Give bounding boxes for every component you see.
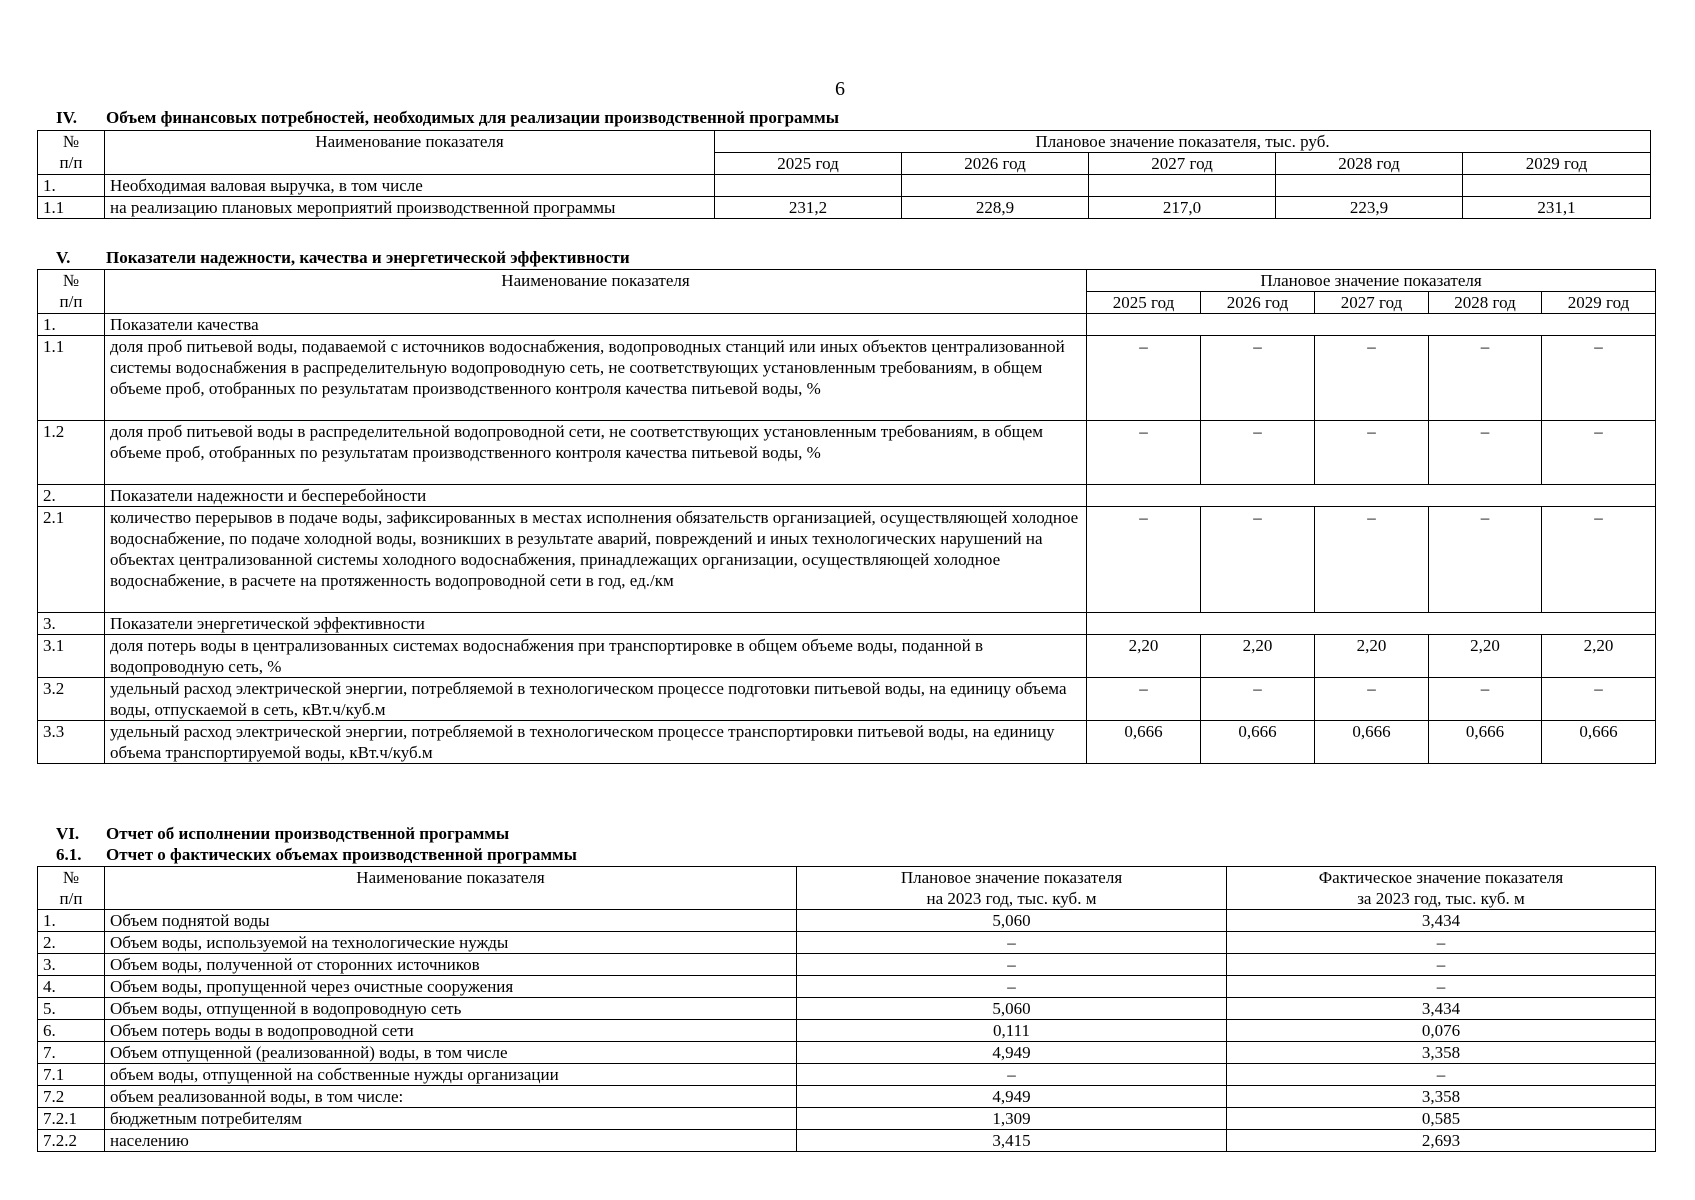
row-value: 2,20	[1315, 635, 1429, 678]
row-num: 1.1	[38, 336, 105, 421]
financial-needs-table	[37, 130, 1651, 219]
row-num: 3.	[38, 954, 105, 976]
row-num: 4.	[38, 976, 105, 998]
section-5-number: V.	[56, 248, 71, 267]
row-name: на реализацию плановых мероприятий производственной программы	[105, 197, 715, 219]
col-name-header: Наименование показателя	[105, 131, 715, 175]
row-value: 228,9	[902, 197, 1089, 219]
row-value: –	[1429, 336, 1542, 421]
reliability-indicators-table	[37, 269, 1656, 764]
page-number: 6	[835, 78, 845, 100]
year-header: 2028 год	[1276, 153, 1463, 175]
empty-cell	[1087, 485, 1656, 507]
year-header: 2027 год	[1315, 292, 1429, 314]
row-fact-value: 2,693	[1227, 1130, 1656, 1152]
row-name: Объем воды, используемой на технологические нужды	[105, 932, 797, 954]
table-row	[38, 197, 1651, 219]
empty-cell	[1087, 613, 1656, 635]
row-name: Показатели энергетической эффективности	[105, 613, 1087, 635]
row-value: –	[1542, 678, 1656, 721]
row-num: 7.	[38, 1042, 105, 1064]
row-num: 7.2	[38, 1086, 105, 1108]
row-value: 231,2	[715, 197, 902, 219]
row-plan-value: 4,949	[797, 1042, 1227, 1064]
table-row	[38, 175, 1651, 197]
table-row-group	[38, 613, 1656, 635]
row-value: –	[1201, 507, 1315, 613]
row-num: 3.	[38, 613, 105, 635]
row-plan-value: 4,949	[797, 1086, 1227, 1108]
row-name: Объем потерь воды в водопроводной сети	[105, 1020, 797, 1042]
row-num: 2.	[38, 932, 105, 954]
year-header: 2029 год	[1463, 153, 1651, 175]
row-num: 7.2.2	[38, 1130, 105, 1152]
row-num: 7.2.1	[38, 1108, 105, 1130]
table-row	[38, 635, 1656, 678]
row-value: 2,20	[1429, 635, 1542, 678]
row-value: –	[1201, 336, 1315, 421]
row-fact-value: –	[1227, 1064, 1656, 1086]
row-fact-value: –	[1227, 932, 1656, 954]
row-value: –	[1087, 421, 1201, 485]
table-row	[38, 1020, 1656, 1042]
row-name: доля проб питьевой воды в распределительной водопроводной сети, не соответствующих установленным требованиям, в общем объеме проб, отобранных по результатам производственного контроля качества питьевой воды, %	[105, 421, 1087, 485]
row-value: –	[1542, 507, 1656, 613]
table-row	[38, 976, 1656, 998]
col-num-header: № п/п	[38, 131, 105, 175]
row-name: Объем поднятой воды	[105, 910, 797, 932]
row-value: –	[1429, 421, 1542, 485]
row-fact-value: 3,358	[1227, 1042, 1656, 1064]
row-value: 217,0	[1089, 197, 1276, 219]
row-name: объем воды, отпущенной на собственные нужды организации	[105, 1064, 797, 1086]
row-value: 0,666	[1542, 721, 1656, 764]
table-row	[38, 336, 1656, 421]
row-value: –	[1201, 678, 1315, 721]
row-value	[902, 175, 1089, 197]
row-num: 3.2	[38, 678, 105, 721]
row-name: Объем воды, пропущенной через очистные сооружения	[105, 976, 797, 998]
col-plan-header: Плановое значение показателя на 2023 год, тыс. куб. м	[797, 867, 1227, 910]
row-value: –	[1315, 678, 1429, 721]
row-value: –	[1429, 678, 1542, 721]
row-value: –	[1315, 421, 1429, 485]
col-name-header: Наименование показателя	[105, 270, 1087, 314]
row-name: Объем отпущенной (реализованной) воды, в том числе	[105, 1042, 797, 1064]
table-row	[38, 1130, 1656, 1152]
section-4-heading	[56, 108, 839, 128]
table-row	[38, 1064, 1656, 1086]
row-name: бюджетным потребителям	[105, 1108, 797, 1130]
row-num: 3.1	[38, 635, 105, 678]
row-num: 7.1	[38, 1064, 105, 1086]
row-num: 2.	[38, 485, 105, 507]
row-plan-value: –	[797, 954, 1227, 976]
row-name: объем реализованной воды, в том числе:	[105, 1086, 797, 1108]
row-value: 223,9	[1276, 197, 1463, 219]
row-name: Показатели качества	[105, 314, 1087, 336]
row-plan-value: –	[797, 976, 1227, 998]
table-row	[38, 421, 1656, 485]
row-name: количество перерывов в подаче воды, зафиксированных в местах исполнения обязательств организацией, осуществляющей холодное водоснабжение, по подаче холодной воды, возникших в результате аварий, повреждений и иных технологических нарушений на объектах централизованной системы холодного водоснабжения, принадлежащих организации, осуществляющей холодное водоснабжение, в расчете на протяженность водопроводной сети в год, ед./км	[105, 507, 1087, 613]
row-name: Необходимая валовая выручка, в том числе	[105, 175, 715, 197]
row-value: –	[1087, 678, 1201, 721]
row-value	[1089, 175, 1276, 197]
row-plan-value: 1,309	[797, 1108, 1227, 1130]
section-6-heading	[56, 824, 509, 844]
row-value: 2,20	[1201, 635, 1315, 678]
row-fact-value: –	[1227, 976, 1656, 998]
row-plan-value: 0,111	[797, 1020, 1227, 1042]
year-header: 2029 год	[1542, 292, 1656, 314]
section-4-title: Объем финансовых потребностей, необходимых для реализации производственной программы	[106, 108, 839, 127]
row-fact-value: 3,434	[1227, 910, 1656, 932]
row-num: 1.	[38, 314, 105, 336]
year-header: 2025 год	[1087, 292, 1201, 314]
table-row-group	[38, 314, 1656, 336]
year-header: 2027 год	[1089, 153, 1276, 175]
section-4-number: IV.	[56, 108, 77, 127]
year-header: 2026 год	[902, 153, 1089, 175]
table-row	[38, 998, 1656, 1020]
empty-cell	[1087, 314, 1656, 336]
row-fact-value: 0,076	[1227, 1020, 1656, 1042]
table-row	[38, 678, 1656, 721]
row-value	[1276, 175, 1463, 197]
row-plan-value: 5,060	[797, 998, 1227, 1020]
row-plan-value: 5,060	[797, 910, 1227, 932]
row-num: 1.2	[38, 421, 105, 485]
row-value: 0,666	[1087, 721, 1201, 764]
row-value	[1463, 175, 1651, 197]
row-value: –	[1429, 507, 1542, 613]
row-num: 2.1	[38, 507, 105, 613]
row-value: 0,666	[1429, 721, 1542, 764]
row-fact-value: 3,358	[1227, 1086, 1656, 1108]
row-plan-value: 3,415	[797, 1130, 1227, 1152]
section-5-heading	[56, 248, 630, 268]
row-value: 0,666	[1315, 721, 1429, 764]
section-5-title: Показатели надежности, качества и энергетической эффективности	[106, 248, 630, 267]
row-fact-value: –	[1227, 954, 1656, 976]
table-row	[38, 1042, 1656, 1064]
row-plan-value: –	[797, 932, 1227, 954]
row-name: удельный расход электрической энергии, потребляемой в технологическом процессе транспортировки питьевой воды, на единицу объема транспортируемой воды, кВт.ч/куб.м	[105, 721, 1087, 764]
row-num: 1.	[38, 910, 105, 932]
row-num: 5.	[38, 998, 105, 1020]
row-name: Показатели надежности и бесперебойности	[105, 485, 1087, 507]
section-6-number: VI.	[56, 824, 80, 843]
row-name: доля потерь воды в централизованных системах водоснабжения при транспортировке в общем объеме воды, поданной в водопроводную сеть, %	[105, 635, 1087, 678]
year-header: 2028 год	[1429, 292, 1542, 314]
col-name-header: Наименование показателя	[105, 867, 797, 910]
row-value: –	[1542, 336, 1656, 421]
table-row	[38, 507, 1656, 613]
year-header: 2025 год	[715, 153, 902, 175]
row-value: –	[1201, 421, 1315, 485]
section-6-1-number: 6.1.	[56, 845, 82, 864]
row-num: 6.	[38, 1020, 105, 1042]
row-name: населению	[105, 1130, 797, 1152]
row-value: –	[1087, 507, 1201, 613]
section-6-1-title: Отчет о фактических объемах производственной программы	[106, 845, 577, 864]
row-value: –	[1542, 421, 1656, 485]
table-row	[38, 954, 1656, 976]
row-name: Объем воды, полученной от сторонних источников	[105, 954, 797, 976]
table-row	[38, 1086, 1656, 1108]
row-value: 231,1	[1463, 197, 1651, 219]
col-num-header: № п/п	[38, 867, 105, 910]
row-value	[715, 175, 902, 197]
table-row	[38, 932, 1656, 954]
row-fact-value: 3,434	[1227, 998, 1656, 1020]
col-plan-header: Плановое значение показателя, тыс. руб.	[715, 131, 1651, 153]
row-name: доля проб питьевой воды, подаваемой с источников водоснабжения, водопроводных станций или иных объектов централизованной системы водоснабжения в распределительную водопроводную сеть, не соответствующих установленным требованиям, в общем объеме проб, отобранных по результатам производственного контроля качества питьевой воды, %	[105, 336, 1087, 421]
col-plan-header: Плановое значение показателя	[1087, 270, 1656, 292]
section-6-1-heading	[56, 845, 577, 865]
row-num: 1.1	[38, 197, 105, 219]
col-fact-header: Фактическое значение показателя за 2023 год, тыс. куб. м	[1227, 867, 1656, 910]
row-value: –	[1315, 336, 1429, 421]
row-plan-value: –	[797, 1064, 1227, 1086]
row-value: –	[1087, 336, 1201, 421]
row-value: 2,20	[1087, 635, 1201, 678]
row-value: 0,666	[1201, 721, 1315, 764]
table-row	[38, 910, 1656, 932]
col-num-header: № п/п	[38, 270, 105, 314]
row-num: 3.3	[38, 721, 105, 764]
actual-volumes-table	[37, 866, 1656, 1152]
table-row-group	[38, 485, 1656, 507]
row-value: 2,20	[1542, 635, 1656, 678]
row-fact-value: 0,585	[1227, 1108, 1656, 1130]
row-num: 1.	[38, 175, 105, 197]
table-row	[38, 1108, 1656, 1130]
year-header: 2026 год	[1201, 292, 1315, 314]
section-6-title: Отчет об исполнении производственной программы	[106, 824, 510, 843]
table-row	[38, 721, 1656, 764]
row-name: удельный расход электрической энергии, потребляемой в технологическом процессе подготовки питьевой воды, на единицу объема воды, отпускаемой в сеть, кВт.ч/куб.м	[105, 678, 1087, 721]
row-name: Объем воды, отпущенной в водопроводную сеть	[105, 998, 797, 1020]
row-value: –	[1315, 507, 1429, 613]
